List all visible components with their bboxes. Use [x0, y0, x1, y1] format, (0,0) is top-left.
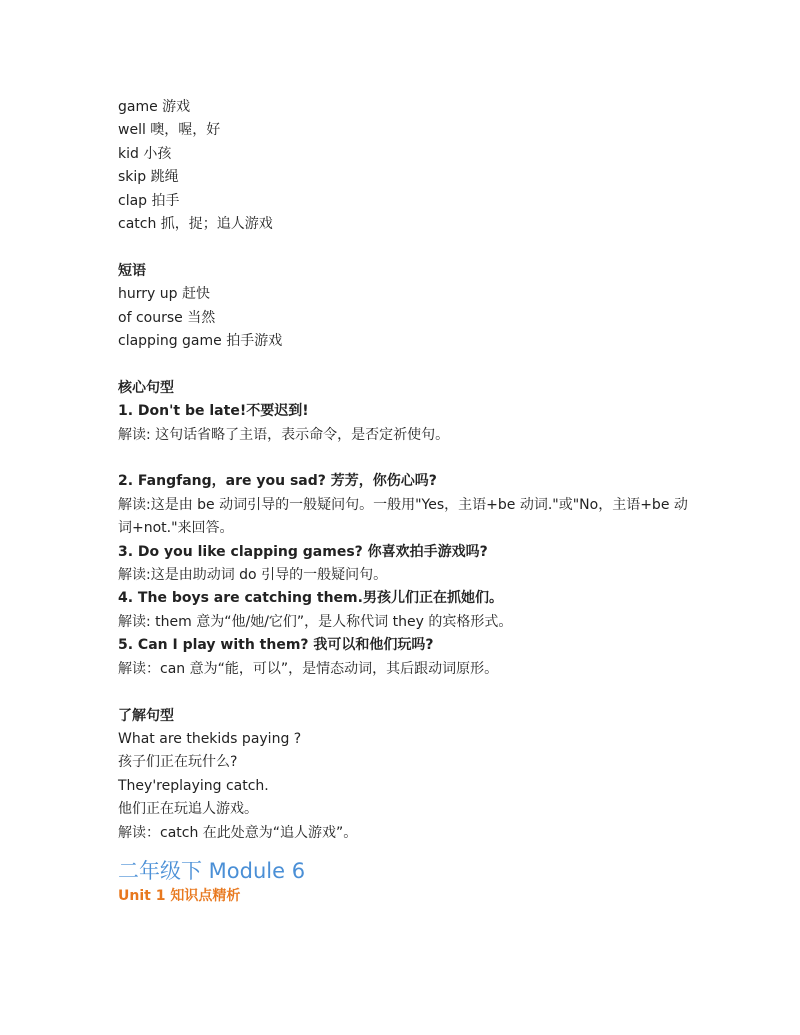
phrase-item: hurry up 赶快 [118, 286, 210, 303]
phrases-section [118, 260, 698, 354]
spacer [118, 236, 698, 259]
understand-section [118, 705, 698, 845]
vocab-item: well 噢，喔，好 [118, 122, 221, 139]
core-sentence-3: 3. Do you like clapping games? 你喜欢拍手游戏吗? [118, 543, 488, 560]
core-sentence-5: 5. Can I play with them? 我可以和他们玩吗? [118, 637, 434, 654]
understand-line: They'replaying catch. [118, 777, 269, 794]
core-sentence-4: 4. The boys are catching them.男孩儿们正在抓她们。 [118, 590, 503, 607]
core-explanation-1: 解读: 这句话省略了主语，表示命令，是否定祈使句。 [118, 426, 450, 443]
phrase-item: of course 当然 [118, 309, 216, 326]
module-title: 二年级下 Module 6 [118, 858, 306, 883]
understand-line: 解读：catch 在此处意为“追人游戏”。 [118, 824, 358, 841]
vocab-item: skip 跳绳 [118, 169, 179, 186]
vocab-item: clap 拍手 [118, 192, 180, 209]
core-explanation-4: 解读: them 意为“他/她/它们”，是人称代词 they 的宾格形式。 [118, 613, 513, 630]
phrases-heading: 短语 [118, 262, 146, 279]
core-sentences-section [118, 377, 698, 681]
phrase-item: clapping game 拍手游戏 [118, 333, 283, 350]
core-explanation-3: 解读:这是由助动词 do 引导的一般疑问句。 [118, 567, 388, 584]
core-explanation-5: 解读：can 意为“能，可以”，是情态动词，其后跟动词原形。 [118, 660, 499, 677]
spacer [118, 447, 698, 470]
vocab-item: catch 抓，捉；追人游戏 [118, 216, 273, 233]
vocab-item: game 游戏 [118, 99, 191, 115]
unit-title: Unit 1 知识点精析 [118, 887, 241, 904]
core-sentence-2: 2. Fangfang，are you sad? 芳芳，你伤心吗? [118, 473, 437, 490]
vocab-section [118, 96, 698, 236]
core-explanation-2: 解读:这是由 be 动词引导的一般疑问句。一般用"Yes，主语+be 动词."或"No，主语+be 动词+not."来回答。 [118, 496, 688, 537]
understand-heading: 了解句型 [118, 707, 174, 724]
spacer [118, 681, 698, 704]
spacer [118, 353, 698, 376]
core-heading: 核心句型 [118, 379, 174, 396]
understand-line: 他们正在玩追人游戏。 [118, 801, 258, 818]
vocab-item: kid 小孩 [118, 145, 172, 162]
understand-line: What are thekids paying ? [118, 730, 302, 747]
document-page [118, 96, 698, 907]
core-sentence-1: 1. Don't be late!不要迟到! [118, 403, 309, 420]
understand-line: 孩子们正在玩什么? [118, 754, 238, 771]
